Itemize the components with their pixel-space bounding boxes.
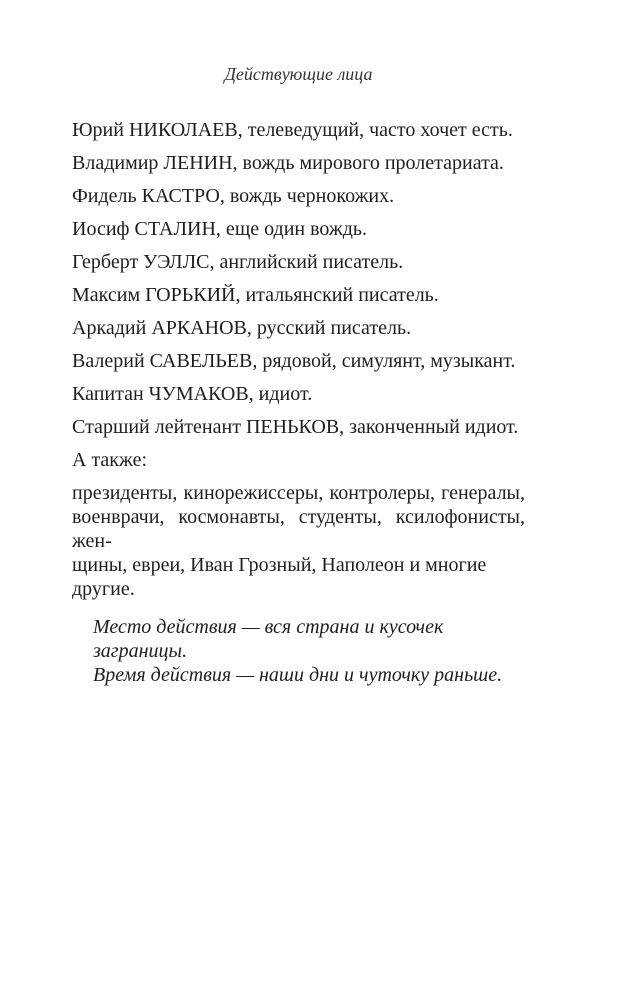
cast-entry: Юрий НИКОЛАЕВ, телеведущий, часто хочет есть. [72, 119, 513, 141]
extras-line: щины, евреи, Иван Грозный, Наполеон и многие другие. [72, 554, 487, 600]
cast-entry: Максим ГОРЬКИЙ, итальянский писатель. [72, 284, 439, 306]
scene-note [72, 615, 525, 687]
cast-entry: Капитан ЧУМАКОВ, идиот. [72, 383, 313, 405]
extras-paragraph [72, 481, 525, 601]
section-title: Действующие лица [224, 64, 373, 84]
scene-time-line: Время действия — наши дни и чуточку раньше. [93, 664, 503, 686]
cast-entry: Валерий САВЕЛЬЕВ, рядовой, симулянт, музыкант. [72, 350, 516, 372]
cast-entry: Владимир ЛЕНИН, вождь мирового пролетариата. [72, 152, 504, 174]
cast-entry: Аркадий АРКАНОВ, русский писатель. [72, 317, 412, 339]
also-label: А также: [72, 449, 148, 471]
cast-entry: Фидель КАСТРО, вождь чернокожих. [72, 185, 395, 207]
cast-entry: Старший лейтенант ПЕНЬКОВ, законченный идиот. [72, 416, 519, 438]
extras-line: президенты, кинорежиссеры, контролеры, генералы, [72, 482, 525, 504]
scene-place-line: Место действия — вся страна и кусочек заграницы. [93, 616, 444, 662]
cast-list [72, 118, 525, 439]
cast-entry: Иосиф СТАЛИН, еще один вождь. [72, 218, 368, 240]
cast-entry: Герберт УЭЛЛС, английский писатель. [72, 251, 404, 273]
extras-line: военврачи, космонавты, студенты, ксилофонисты, жен- [72, 506, 525, 552]
